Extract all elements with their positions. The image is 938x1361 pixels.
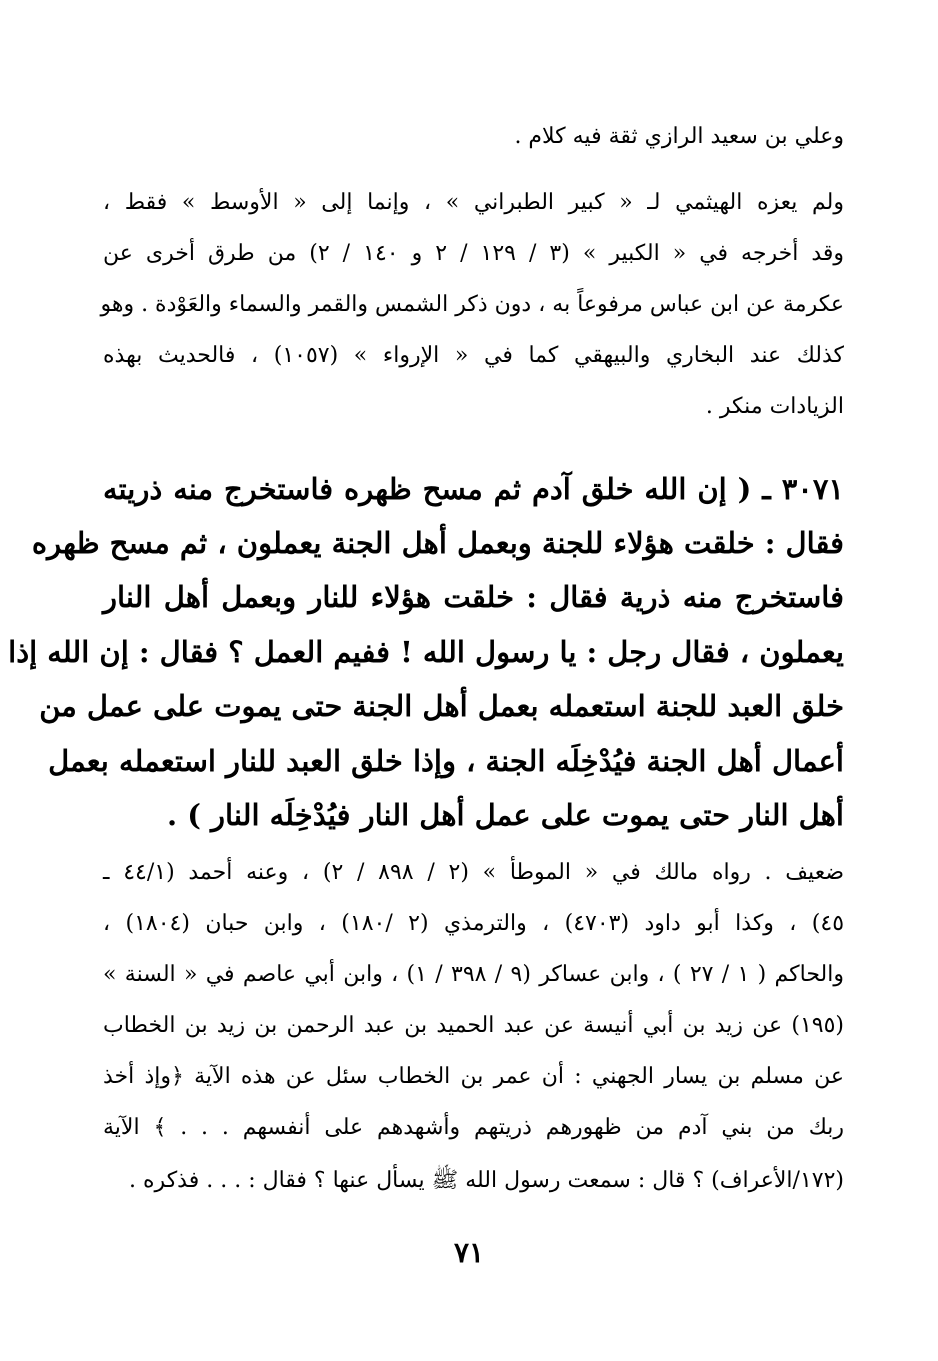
hadith-line: أهل النار حتى يموت على عمل أهل النار فيُدْخِلَه النار ) . bbox=[167, 798, 844, 832]
text-line: كذلك عند البخاري والبيهقي كما في « الإرواء » (١٠٥٧) ، فالحديث بهذه bbox=[103, 343, 844, 368]
text-line: الزيادات منكر . bbox=[705, 394, 844, 419]
hadith-line: أعمال أهل الجنة فيُدْخِلَه الجنة ، وإذا خلق العبد للنار استعمله بعمل bbox=[48, 744, 844, 778]
hadith-line: يعملون ، فقال رجل : يا رسول الله ! ففيم العمل ؟ فقال : إن الله إذا bbox=[8, 635, 844, 669]
text-line: عكرمة عن ابن عباس مرفوعاً به ، دون ذكر الشمس والقمر والسماء والعَوْدة . وهو bbox=[100, 292, 844, 317]
hadith-line: فاستخرج منه ذرية فقال : خلقت هؤلاء للنار وبعمل أهل النار bbox=[103, 580, 844, 614]
text-line: وقد أخرجه في « الكبير » (٣ / ١٢٩ / ٢ و ١٤٠ / ٢) من طرق أخرى عن bbox=[103, 241, 845, 266]
text-line: ولم يعزه الهيثمي لـ « كبير الطبراني » ، وإنما إلى « الأوسط » فقط ، bbox=[103, 190, 844, 215]
text-line: والحاكم ( ١ / ٢٧ ) ، وابن عساكر (٩ / ٣٩٨ / ١) ، وابن أبي عاصم في « السنة » bbox=[103, 962, 844, 987]
text-line: عن مسلم بن يسار الجهني : أن عمر بن الخطاب سئل عن هذه الآية ﴿وإذ أخذ bbox=[103, 1064, 844, 1089]
hadith-line: ٣٠٧١ ـ ( إن الله خلق آدم ثم مسح ظهره فاستخرج منه ذريته bbox=[103, 472, 844, 506]
text-line: ضعيف . رواه مالك في « الموطأ » (٢ / ٨٩٨ / ٢) ، وعنه أحمد (٤٤/١ ـ bbox=[103, 860, 844, 885]
text-line: ربك من بني آدم من ظهورهم ذريتهم وأشهدهم على أنفسهم . . . ﴾ الآية bbox=[103, 1115, 844, 1140]
page-number: ٧١ bbox=[453, 1236, 485, 1269]
hadith-line: فقال : خلقت هؤلاء للجنة وبعمل أهل الجنة يعملون ، ثم مسح ظهره bbox=[31, 526, 844, 560]
hadith-line: خلق العبد للجنة استعمله بعمل أهل الجنة حتى يموت على عمل من bbox=[39, 689, 844, 723]
text-line: ٤٥) ، وكذا أبو داود (٤٧٠٣) ، والترمذي (٢ /١٨٠) ، وابن حبان (١٨٠٤) ، bbox=[103, 911, 845, 936]
text-line: (١٧٢/الأعراف) ؟ قال : سمعت رسول الله ﷺ يسأل عنها ؟ فقال : . . . فذكره . bbox=[129, 1168, 844, 1193]
text-line: وعلي بن سعيد الرازي ثقة فيه كلام . bbox=[514, 124, 844, 149]
text-line: (١٩٥) عن زيد بن أبي أنيسة عن عبد الحميد بن عبد الرحمن بن زيد بن الخطاب bbox=[103, 1013, 844, 1038]
